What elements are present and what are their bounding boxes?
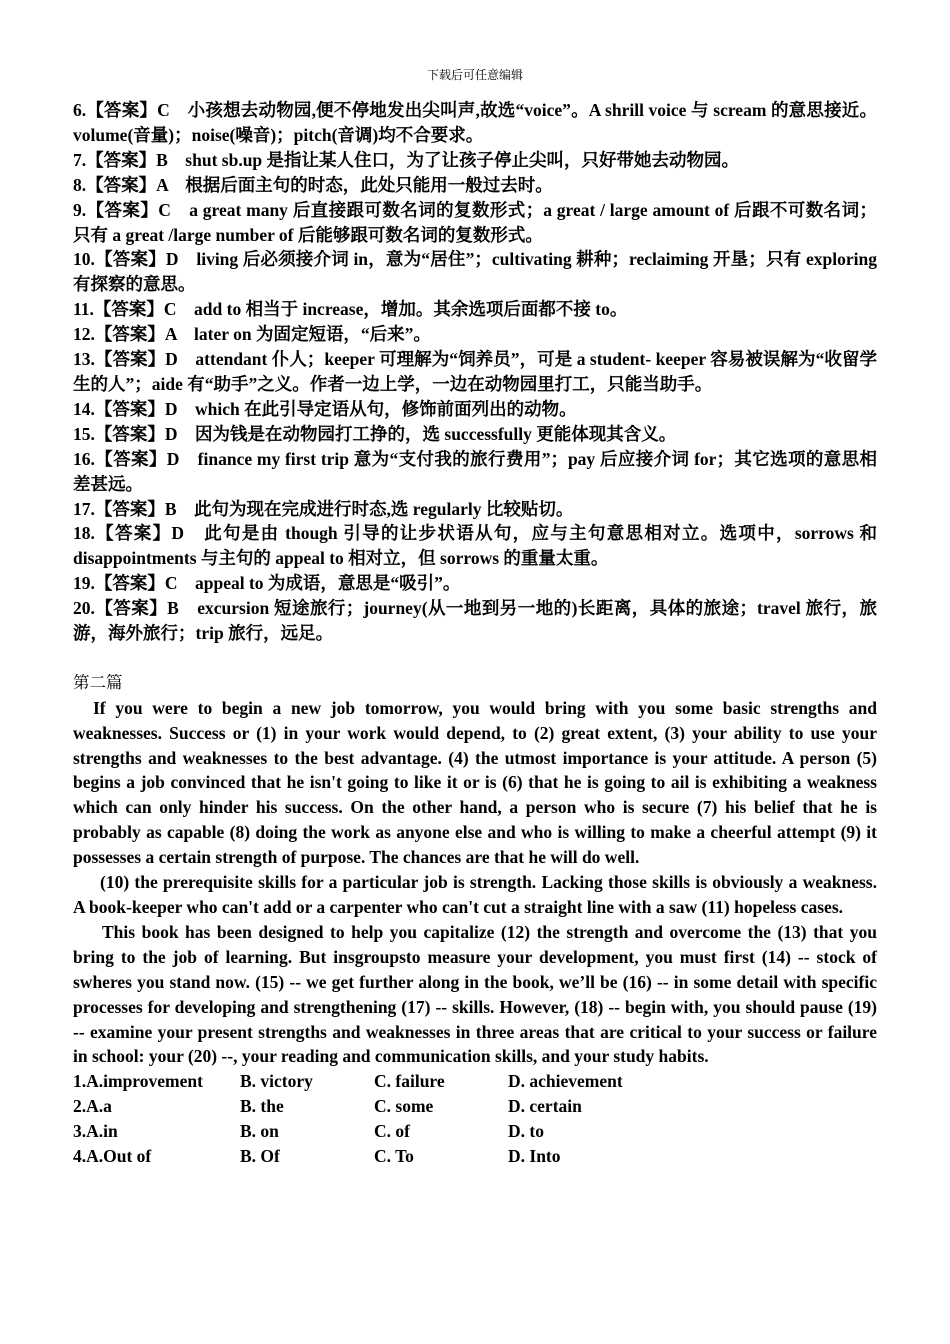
passage-paragraph: If you were to begin a new job tomorrow, you would bring with you some basic strengths and weaknesses. Success or (1) in your work would depend, to (2) great extent, (3) your ability to use your strengths and weaknesses to the best advantage. (4) the utmost importance is your attitude. A person (5) begins a job convinced that he isn't going to like it or is (6) that he is going to ail is exhibiting a weakness which can only hinder his success. On the other hand, a person who is secure (7) his belief that he is probably as capable (8) doing the work as anyone else and who is willing to make a cheerful attempt (9) it possesses a certain strength of purpose. The chances are that he will do well.: [73, 697, 877, 868]
answer-item: 14.【答案】D which 在此引导定语从句，修饰前面列出的动物。: [73, 398, 577, 419]
answer-item: 7.【答案】B shut sb.up 是指让某人住口，为了让孩子停止尖叫，只好带她去动物园。: [73, 149, 740, 170]
answer-item: 20.【答案】B excursion 短途旅行；journey(从一地到另一地的)长距离，具体的旅途；travel 旅行，旅游，海外旅行；trip 旅行，远足。: [73, 598, 877, 644]
option-b: B. the: [240, 1096, 284, 1117]
option-c: C. some: [374, 1096, 434, 1117]
option-d: D. Into: [508, 1146, 561, 1167]
option-d: D. certain: [508, 1096, 582, 1117]
passage-paragraph: (10) the prerequisite skills for a particular job is strength. Lacking those skills is obviously a weakness. A book-keeper who can't add or a carpenter who can't cut a straight line with a saw (11) hopeless cases.: [73, 872, 877, 917]
answer-item: 13.【答案】D attendant 仆人；keeper 可理解为“饲养员”，可是 a student- keeper 容易被误解为“收留学生的人”；aide 有“助手”之义。作者一边上学，一边在动物园里打工，只能当助手。: [73, 349, 877, 394]
option-b: B. victory: [240, 1071, 313, 1092]
option-c: C. of: [374, 1121, 410, 1142]
section-title: 第二篇: [73, 672, 123, 692]
option-b: B. Of: [240, 1146, 280, 1167]
answer-item: 19.【答案】C appeal to 为成语，意思是“吸引”。: [73, 573, 461, 594]
document-body: [73, 98, 877, 1169]
option-row: [73, 1069, 877, 1094]
option-row: [73, 1094, 877, 1119]
answer-item: 8.【答案】A 根据后面主句的时态，此处只能用一般过去时。: [73, 174, 553, 195]
answer-item: 18.【答案】D 此句是由 though 引导的让步状语从句，应与主句意思相对立。选项中，sorrows 和 disappointments 与主句的 appeal to 相对立，但 sorrows 的重量太重。: [73, 523, 877, 569]
passage-paragraph: This book has been designed to help you capitalize (12) the strength and overcome the (13) that you bring to the job of learning. But insgroupsto measure your development, you must first (14) -- stock of swheres you stand now. (15) -- we get further along in the book, we’ll be (16) -- in some detail with specific processes for developing and strengthening (17) -- skills. However, (18) -- begin with, you should pause (19) -- examine your present strengths and weaknesses in three areas that are critical to your success or failure in school: your (20) --, your reading and communication skills, and your study habits.: [73, 921, 877, 1067]
option-a: 3.A.in: [73, 1121, 118, 1142]
option-b: B. on: [240, 1121, 279, 1142]
option-d: D. achievement: [508, 1071, 623, 1092]
option-row: [73, 1119, 877, 1144]
option-row: [73, 1144, 877, 1169]
answer-item: 6.【答案】C 小孩想去动物园,便不停地发出尖叫声,故选“voice”。A shrill voice 与 scream 的意思接近。volume(音量)；noise(噪音)；pitch(音调)均不合要求。: [73, 100, 877, 145]
section-spacer: [73, 646, 877, 671]
answer-item: 16.【答案】D finance my first trip 意为“支付我的旅行费用”；pay 后应接介词 for；其它选项的意思相差甚远。: [73, 448, 877, 494]
option-c: C. failure: [374, 1071, 445, 1092]
answer-item: 15.【答案】D 因为钱是在动物园打工挣的，选 successfully 更能体现其含义。: [73, 423, 677, 444]
option-d: D. to: [508, 1121, 544, 1142]
option-a: 1.A.improvement: [73, 1071, 203, 1092]
answer-item: 9.【答案】C a great many 后直接跟可数名词的复数形式；a great / large amount of 后跟不可数名词；只有 a great /large number of 后能够跟可数名词的复数形式。: [73, 199, 877, 245]
answer-item: 11.【答案】C add to 相当于 increase，增加。其余选项后面都不接 to。: [73, 299, 628, 320]
page-header: 下载后可任意编辑: [426, 68, 523, 82]
answer-item: 12.【答案】A later on 为固定短语，“后来”。: [73, 324, 431, 345]
answer-item: 17.【答案】B 此句为现在完成进行时态,选 regularly 比较贴切。: [73, 498, 574, 519]
option-c: C. To: [374, 1146, 414, 1167]
option-a: 2.A.a: [73, 1096, 112, 1117]
answer-item: 10.【答案】D living 后必须接介词 in，意为“居住”；cultivating 耕种；reclaiming 开垦；只有 exploring 有探察的意思。: [73, 249, 877, 295]
option-a: 4.A.Out of: [73, 1146, 152, 1167]
